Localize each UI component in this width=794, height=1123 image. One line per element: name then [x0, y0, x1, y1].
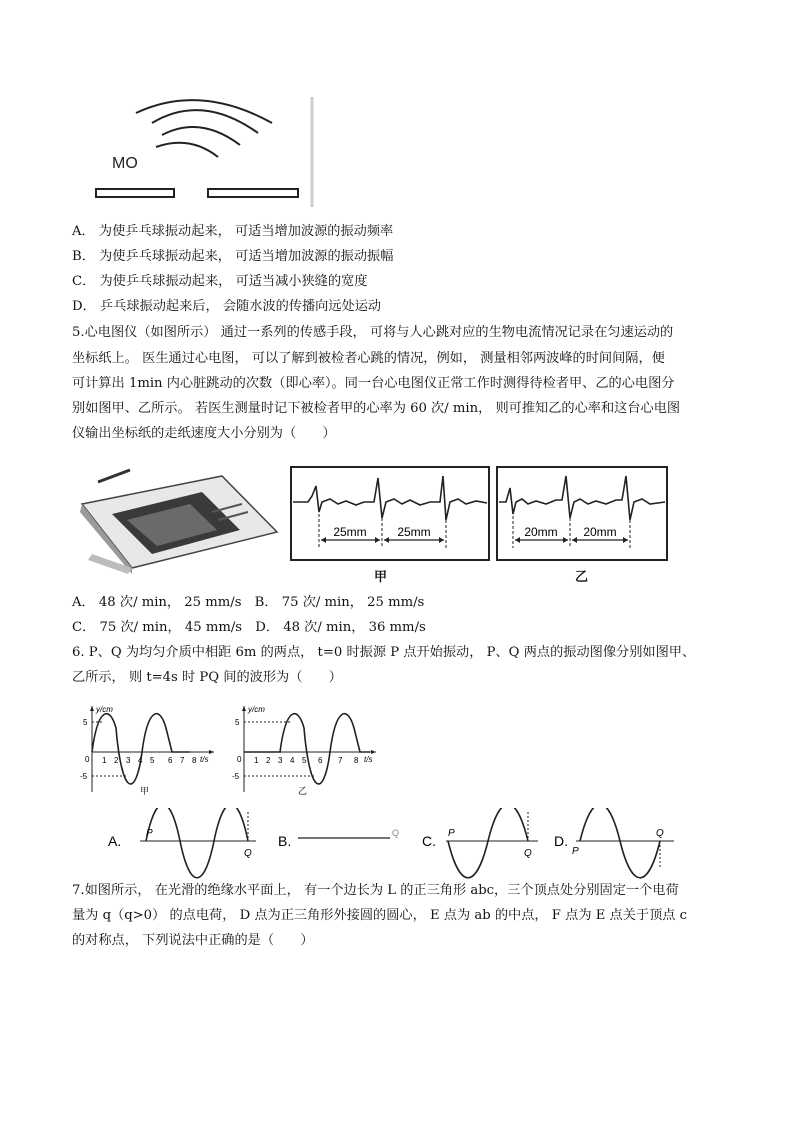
q5-options-cd: C． 75 次/ min， 45 mm/s D． 48 次/ min， 36 mm/s	[72, 620, 426, 635]
yi-xtick-1: 1	[254, 756, 259, 765]
jia-xtick-8: 8	[192, 756, 197, 765]
choice-a-letter: A.	[108, 833, 122, 849]
q5-options-ab: A． 48 次/ min， 25 mm/s B． 75 次/ min， 25 mm/s	[72, 595, 425, 610]
jia-ytick-neg: -5	[80, 772, 88, 781]
source-label: MO	[112, 155, 138, 172]
q4-option-a: A． 为使乒乓球振动起来， 可适当增加波源的振动频率	[72, 224, 394, 239]
jia-xtick-3: 3	[126, 756, 131, 765]
choice-c-letter: C.	[422, 833, 436, 849]
choice-d-letter: D.	[554, 833, 568, 849]
q4-option-b: B． 为使乒乓球振动起来， 可适当增加波源的振动振幅	[72, 249, 394, 264]
jia-xtick-6: 6	[168, 756, 173, 765]
barrier-left	[96, 189, 174, 197]
ecg-jia-caption: 甲	[374, 570, 388, 585]
yi-xtick-5: 5	[302, 756, 307, 765]
yi-xlabel: t/s	[364, 755, 373, 764]
yi-ytick-neg: -5	[232, 772, 240, 781]
q7-stem-line-3: 的对称点， 下列说法中正确的是（ ）	[72, 933, 314, 948]
choice-b-letter: B.	[278, 833, 292, 849]
q4-option-d: D． 乒乓球振动起来后， 会随水波的传播向远处运动	[72, 299, 382, 314]
ecg-jia-spacing-1: 25mm	[333, 525, 367, 539]
jia-xtick-4: 4	[138, 756, 143, 765]
yi-ytick-pos: 5	[235, 718, 240, 727]
ecg-jia-spacing-2: 25mm	[397, 525, 431, 539]
yi-xtick-2: 2	[266, 756, 271, 765]
ecg-yi-caption: 乙	[575, 570, 589, 585]
yi-ylabel: y/cm	[248, 705, 265, 714]
ecg-chart-jia	[290, 466, 490, 561]
q4-option-c: C． 为使乒乓球振动起来， 可适当减小狭缝的宽度	[72, 274, 368, 289]
q6-stem-line-2: 乙所示， 则 t=4s 时 PQ 间的波形为（ ）	[72, 670, 342, 685]
ecg-yi-spacing-2: 20mm	[583, 525, 617, 539]
yi-xtick-6: 6	[318, 756, 323, 765]
choice-c-p: P	[448, 828, 455, 839]
choice-d-p: P	[572, 846, 579, 857]
ecg-chart-yi	[496, 466, 668, 561]
q5-stem-line-4: 别如图甲、乙所示。 若医生测量时记下被检者甲的心率为 60 次/ min， 则可推知乙的心率和这台心电图	[72, 401, 681, 416]
jia-xtick-5: 5	[150, 756, 155, 765]
choice-a-q: Q	[244, 848, 252, 859]
wave-slit-figure	[90, 95, 320, 210]
jia-caption: 甲	[140, 786, 150, 796]
choice-c-q: Q	[524, 848, 532, 859]
q6-stem-line-1: 6. P、Q 为均匀介质中相距 6m 的两点， t=0 时振源 P 点开始振动， P、Q 两点的振动图像分别如图甲、	[72, 645, 696, 660]
jia-xtick-7: 7	[180, 756, 185, 765]
q5-stem-line-3: 可计算出 1min 内心脏跳动的次数（即心率）。同一台心电图仪正常工作时测得待检者甲、乙的心电图分	[72, 376, 675, 391]
ecg-yi-spacing-1: 20mm	[524, 525, 558, 539]
jia-xtick-2: 2	[114, 756, 119, 765]
yi-caption: 乙	[298, 786, 308, 796]
jia-ytick-pos: 5	[83, 718, 88, 727]
choice-d-q: Q	[656, 828, 664, 839]
choice-a-p: P	[146, 828, 153, 839]
yi-origin: 0	[237, 755, 242, 764]
q7-stem-line-1: 7.如图所示， 在光滑的绝缘水平面上， 有一个边长为 L 的正三角形 abc，三个顶点处分别固定一个电荷	[72, 883, 679, 898]
jia-origin: 0	[85, 755, 90, 764]
waveform-choices	[100, 808, 700, 880]
ecg-machine-image	[72, 462, 282, 574]
yi-xtick-7: 7	[338, 756, 343, 765]
q7-stem-line-2: 量为 q（q>0） 的点电荷， D 点为正三角形外接圆的圆心， E 点为 ab 的中点， F 点为 E 点关于顶点 c	[72, 908, 688, 923]
q5-stem-line-1: 5.心电图仪（如图所示） 通过一系列的传感手段， 可将与人心跳对应的生物电流情况记录在匀速运动的	[72, 325, 674, 340]
yi-xtick-8: 8	[354, 756, 359, 765]
q5-stem-line-5: 仪输出坐标纸的走纸速度大小分别为（ ）	[72, 426, 336, 441]
choice-b-q: Q	[392, 828, 400, 838]
barrier-right	[208, 189, 298, 197]
jia-ylabel: y/cm	[96, 705, 113, 714]
jia-xlabel: t/s	[200, 755, 209, 764]
q5-stem-line-2: 坐标纸上。 医生通过心电图， 可以了解到被检者心跳的情况，例如， 测量相邻两波峰的时间间隔，便	[72, 351, 665, 366]
yi-xtick-4: 4	[290, 756, 295, 765]
yi-xtick-3: 3	[278, 756, 283, 765]
vibration-graph-jia	[80, 702, 220, 797]
jia-xtick-1: 1	[102, 756, 107, 765]
vibration-graph-yi	[232, 702, 382, 797]
